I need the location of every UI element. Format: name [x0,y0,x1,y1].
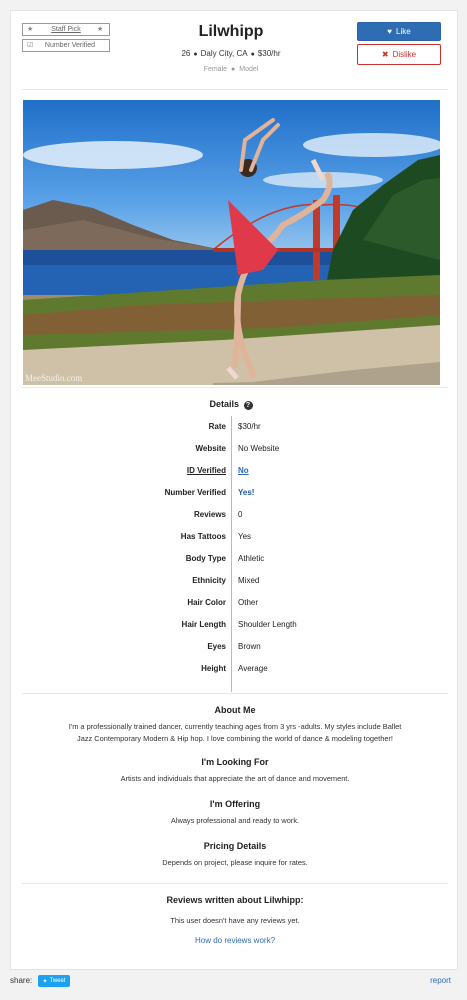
profile-card [10,10,458,970]
help-icon[interactable]: ? [244,401,253,410]
divider [22,883,448,884]
detail-key: Rate [208,422,226,431]
detail-key: Has Tattoos [180,532,226,541]
detail-row-tattoos [11,532,459,546]
detail-row-hair-length [11,620,459,634]
detail-value: Yes [238,532,252,541]
offering-section [22,799,448,827]
id-verified-key-link[interactable]: ID Verified [186,466,226,475]
heart-icon: ♥ [387,27,393,36]
profile-location: Daly City, CA [200,49,248,58]
detail-key: Ethnicity [192,576,226,585]
profile-meta: 26 ● Daly City, CA ● $30/hr [181,49,281,58]
detail-key: Height [201,664,226,673]
detail-value: Shoulder Length [238,620,297,629]
tweet-button[interactable] [38,975,70,987]
staff-pick-badge[interactable] [22,23,110,36]
detail-key: Hair Length [181,620,226,629]
about-title: About Me [214,705,256,715]
how-reviews-work-link[interactable]: How do reviews work? [194,936,276,945]
tweet-label: Tweet [49,978,66,984]
number-verified-label: Number Verified [44,42,96,49]
detail-key: Eyes [207,642,226,651]
detail-key: Website [195,444,226,453]
detail-row-number-verified [11,488,459,502]
profile-role: Model [239,66,259,73]
reviews-section [22,895,448,947]
looking-for-text: Artists and individuals that appreciate the art of dance and movement. [120,774,350,783]
looking-for-section [22,757,448,785]
divider [22,387,448,388]
footer-bar [10,976,457,988]
profile-age: 26 [181,49,191,58]
report-link[interactable]: report [430,976,451,985]
divider [22,693,448,694]
divider [22,89,448,90]
number-verified-badge [22,39,110,52]
detail-value: Yes! [238,488,255,497]
detail-row-eyes [11,642,459,656]
like-button[interactable] [357,22,441,41]
check-square-icon: ☑ [27,42,34,49]
reviews-empty-text: This user doesn't have any reviews yet. [170,916,300,925]
about-text-line-1: I'm a professionally trained dancer, currently teaching ages from 3 yrs -adults. My styles include Ballet [68,722,402,731]
pricing-section [22,841,448,869]
offering-title: I'm Offering [209,799,261,809]
detail-value: 0 [238,510,243,519]
dislike-label: Dislike [392,50,417,59]
star-icon: ★ [97,26,104,33]
detail-row-body-type [11,554,459,568]
detail-value: No Website [238,444,280,453]
detail-row-reviews [11,510,459,524]
profile-subinfo: Female ● Model [203,66,259,73]
details-title-text: Details [209,399,239,409]
detail-value: Athletic [238,554,265,563]
like-label: Like [396,27,411,36]
profile-name: Lilwhipp [198,23,264,40]
photo-watermark: MeeStudio.com [25,373,83,383]
dislike-button[interactable] [357,44,441,65]
about-section [22,705,448,745]
pricing-text: Depends on project, please inquire for rates. [162,858,308,867]
detail-value: Brown [238,642,261,651]
photo-illustration [23,100,440,385]
detail-value: Other [238,598,259,607]
share-label: share: [10,976,33,985]
detail-row-height [11,664,459,678]
offering-text: Always professional and ready to work. [170,816,300,825]
pricing-title: Pricing Details [203,841,267,851]
profile-rate: $30/hr [257,49,281,58]
staff-pick-label: Staff Pick [51,26,81,33]
detail-row-website [11,444,459,458]
looking-for-title: I'm Looking For [201,757,269,767]
id-verified-value-link[interactable]: No [238,466,249,475]
reviews-title: Reviews written about Lilwhipp: [166,895,304,905]
detail-row-hair-color [11,598,459,612]
detail-key: Body Type [185,554,226,563]
profile-photo[interactable] [23,100,440,385]
detail-row-id-verified [11,466,459,480]
twitter-bird-icon: ✦ [42,978,48,985]
detail-row-ethnicity [11,576,459,590]
star-icon: ★ [27,26,34,33]
detail-row-rate [11,422,459,436]
detail-value: Mixed [238,576,260,585]
profile-gender: Female [203,66,228,73]
close-icon: ✖ [381,50,389,59]
detail-value: Average [238,664,268,673]
about-text-line-2: Jazz Contemporary Modern & Hip hop. I love combining the world of dance & modeling together! [77,734,393,743]
detail-key: Reviews [193,510,226,519]
detail-value: $30/hr [238,422,261,431]
detail-key: Hair Color [187,598,226,607]
details-title [131,399,331,410]
detail-key: Number Verified [164,488,226,497]
